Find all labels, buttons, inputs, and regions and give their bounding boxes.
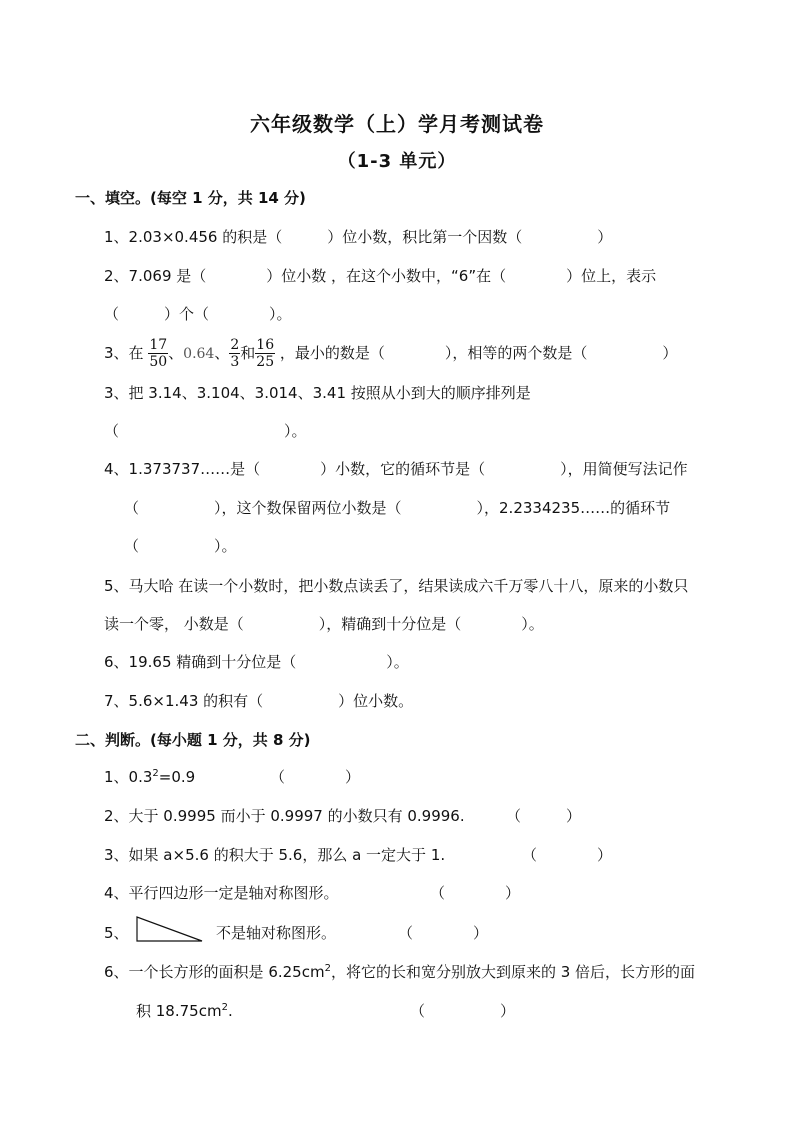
judge-1-text-rest: =0.9: [158, 768, 196, 786]
triangle-shape: [137, 917, 202, 941]
q3a-decimal: 0.64: [183, 346, 215, 362]
question-1-3b-blank: （ ）。: [104, 422, 307, 440]
question-1-5-line2: 读一个零， 小数是（ ），精确到十分位是（ ）。: [104, 615, 544, 633]
judge-6-answer-blank: （ ）: [410, 1002, 516, 1020]
judge-6-text-2: 积 18.75cm: [136, 1002, 222, 1020]
judge-6-line1: [104, 962, 695, 982]
judge-3-answer-blank: （ ）: [522, 846, 613, 864]
q3a-separator: 、: [214, 344, 230, 362]
question-1-3a: [104, 336, 677, 371]
question-1-2-line2: （ ）个（ ）。: [104, 305, 292, 323]
judge-5-answer-blank: （ ）: [398, 924, 489, 942]
judge-6-line2: [136, 1001, 233, 1021]
fraction-numerator: 16: [256, 337, 275, 353]
judge-2: 2、大于 0.9995 而小于 0.9997 的小数只有 0.9996.: [104, 807, 465, 825]
fraction-denominator: 50: [149, 354, 168, 370]
judge-2-answer-blank: （ ）: [506, 807, 582, 825]
superscript: 2: [152, 768, 159, 779]
judge-5: 不是轴对称图形。: [216, 924, 337, 942]
question-1-2-line1: 2、7.069 是（ ）位小数 ，在这个小数中，“6”在（ ）位上，表示: [104, 267, 657, 285]
q3a-and: 和: [240, 344, 256, 362]
judge-6-text-rest: ，将它的长和宽分别放大到原来的 3 倍后，长方形的面: [330, 963, 696, 981]
question-1-3b: 3、把 3.14、3.104、3.014、3.41 按照从小到大的顺序排列是: [104, 384, 531, 402]
superscript: 2: [324, 963, 331, 974]
superscript: 2: [221, 1002, 228, 1013]
fraction-numerator: 17: [149, 337, 168, 353]
fraction-denominator: 25: [256, 354, 275, 370]
judge-5-number: 5、: [104, 924, 129, 942]
question-1-7: 7、5.6×1.43 的积有（ ）位小数。: [104, 692, 414, 710]
right-triangle-figure: [134, 914, 206, 944]
page-subtitle: （1-3 单元）: [337, 151, 457, 172]
section1-heading: 一、填空。(每空 1 分，共 14 分): [75, 189, 306, 207]
judge-6-text-2-rest: .: [227, 1002, 233, 1020]
judge-4-answer-blank: （ ）: [430, 884, 521, 902]
fraction-denominator: 3: [230, 354, 240, 370]
page-title: 六年级数学（上）学月考测试卷: [250, 112, 544, 136]
question-1-4-line2: （ ），这个数保留两位小数是（ ），2.2334235……的循环节: [124, 499, 671, 517]
q3a-prefix: 3、在: [104, 344, 144, 362]
fraction-numerator: 2: [230, 337, 240, 353]
fraction-17-50: [148, 337, 168, 370]
q3a-suffix: ，最小的数是（ ），相等的两个数是（ ）: [279, 344, 678, 362]
section2-heading: 二、判断。(每小题 1 分，共 8 分): [75, 731, 311, 749]
question-1-4-line1: 4、1.373737……是（ ）小数，它的循环节是（ ），用简便写法记作: [104, 460, 688, 478]
judge-6-text: 6、一个长方形的面积是 6.25cm: [104, 963, 325, 981]
fraction-16-25: [255, 337, 275, 370]
question-1-6: 6、19.65 精确到十分位是（ ）。: [104, 653, 409, 671]
question-1-1: 1、2.03×0.456 的积是（ ）位小数，积比第一个因数（ ）: [104, 228, 613, 246]
judge-1-text: 1、0.3: [104, 768, 153, 786]
judge-1-answer-blank: （ ）: [270, 768, 361, 786]
judge-4: 4、平行四边形一定是轴对称图形。: [104, 884, 339, 902]
q3a-separator: 、: [168, 344, 184, 362]
fraction-2-3: [229, 337, 240, 370]
question-1-5-line1: 5、马大哈 在读一个小数时，把小数点读丢了，结果读成六千万零八十八，原来的小数只: [104, 577, 689, 595]
judge-3: 3、如果 a×5.6 的积大于 5.6，那么 a 一定大于 1.: [104, 846, 446, 864]
question-1-4-line3: （ ）。: [124, 537, 237, 555]
judge-1: [104, 767, 195, 787]
